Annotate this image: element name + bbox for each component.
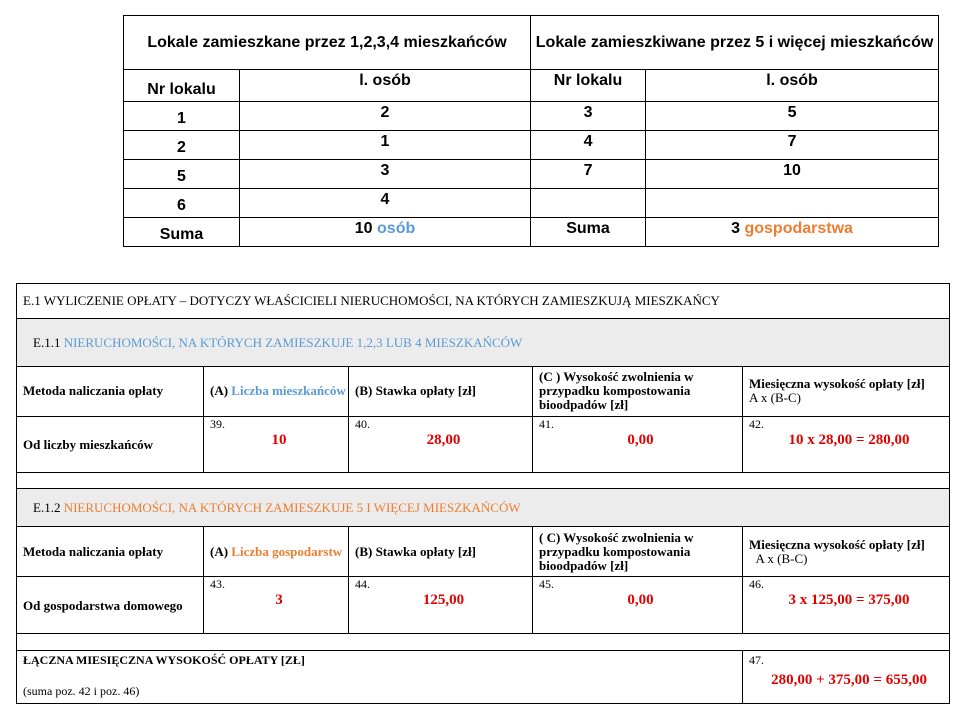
cell-nr-right [531,189,646,218]
field-44[interactable] [349,577,533,634]
header-small-households: Lokale zamieszkane przez 1,2,3,4 mieszkańców [124,16,531,70]
header-a-label: Liczba gospodarstw [231,543,343,559]
cell-osob-left: 4 [240,189,531,218]
cell-nr-right: 4 [531,131,646,160]
spacer [17,634,950,651]
field-value: 10 [271,431,287,448]
header-monthly [743,526,950,577]
field-number: 39. [210,416,225,431]
field-41[interactable] [533,416,743,473]
field-number: 42. [749,416,764,431]
cell-osob-right: 7 [646,131,939,160]
header-c: (C ) Wysokość zwolnienia w przypadku kompostowania bioodpadów [zł] [533,366,743,416]
table-row [124,160,939,189]
field-number: 41. [539,416,554,431]
header-a [204,366,349,416]
field-47[interactable] [743,651,950,704]
header-b: (B) Stawka opłaty [zł] [349,526,533,577]
total-value: 280,00 + 375,00 = 655,00 [771,672,927,689]
header-large-households: Lokale zamieszkiwane przez 5 i więcej mieszkańców [531,16,939,70]
cell-osob-left: 3 [240,160,531,189]
cell-osob-right [646,189,939,218]
field-number: 43. [210,577,225,592]
table-row [124,189,939,218]
section-e11-text: NIERUCHOMOŚCI, NA KTÓRYCH ZAMIESZKUJE 1,2,3 LUB 4 MIESZKAŃCÓW [63,334,523,350]
total-label: ŁĄCZNA MIESIĘCZNA WYSOKOŚĆ OPŁATY [ZŁ] [23,653,305,668]
header-monthly-label: Miesięczna wysokość opłaty [zł] [749,376,925,392]
field-40[interactable] [349,416,533,473]
header-monthly-formula: A x (B-C) [749,390,801,406]
field-46[interactable] [743,577,950,634]
field-43[interactable] [204,577,349,634]
header-c: ( C) Wysokość zwolnienia w przypadku kompostowania bioodpadów [zł] [533,526,743,577]
table-row [17,577,950,634]
section-e12-prefix: E.1.2 [33,499,61,515]
field-number: 45. [539,577,554,592]
cell-nr-right: 3 [531,102,646,131]
fee-calculation-form [16,283,950,704]
sum-right [646,218,939,247]
field-value: 10 x 28,00 = 280,00 [788,431,910,448]
col-osob-left: l. osób [240,70,531,102]
field-value: 0,00 [627,592,654,609]
header-a [204,526,349,577]
cell-osob-left: 2 [240,102,531,131]
field-value: 3 [275,592,283,609]
header-method: Metoda naliczania opłaty [17,526,204,577]
field-42[interactable] [743,416,950,473]
sum-left-unit: osób [377,220,416,237]
header-monthly [743,366,950,416]
sum-right-unit: gospodarstwa [744,220,853,237]
section-e12-text: NIERUCHOMOŚCI, NA KTÓRYCH ZAMIESZKUJE 5 I WIĘCEJ MIESZKAŃCÓW [63,499,521,515]
section-e11-title [17,319,950,367]
cell-nr-left: 6 [124,189,240,218]
cell-osob-right: 5 [646,102,939,131]
field-39[interactable] [204,416,349,473]
field-value: 28,00 [426,431,461,448]
table-row [124,102,939,131]
field-45[interactable] [533,577,743,634]
col-nr-lokalu-left: Nr lokalu [124,70,240,102]
header-method: Metoda naliczania opłaty [17,366,204,416]
sum-left [240,218,531,247]
sum-label-right: Suma [531,218,646,247]
field-number: 47. [749,653,764,668]
header-a-prefix: (A) [210,543,229,559]
col-osob-right: l. osób [646,70,939,102]
cell-nr-left: 1 [124,102,240,131]
section-e11-prefix: E.1.1 [33,334,61,350]
header-b: (B) Stawka opłaty [zł] [349,366,533,416]
row-label-households: Od gospodarstwa domowego [17,577,204,634]
sum-label-left: Suma [124,218,240,247]
table-row [17,416,950,473]
field-number: 46. [749,577,764,592]
field-number: 40. [355,416,370,431]
header-a-label: Liczba mieszkańców [231,383,346,399]
header-a-prefix: (A) [210,383,229,399]
spacer [17,473,950,489]
header-monthly-label: Miesięczna wysokość opłaty [zł] [749,536,925,552]
section-e12-title [17,489,950,526]
cell-osob-left: 1 [240,131,531,160]
col-nr-lokalu-right: Nr lokalu [531,70,646,102]
field-value: 3 x 125,00 = 375,00 [788,592,910,609]
field-value: 0,00 [627,431,654,448]
header-monthly-formula: A x (B-C) [755,550,808,566]
sum-right-value: 3 [731,220,741,237]
section-e1-title: E.1 WYLICZENIE OPŁATY – DOTYCZY WŁAŚCICIELI NIERUCHOMOŚCI, NA KTÓRYCH ZAMIESZKUJĄ MIESZKAŃCY [17,284,950,319]
cell-osob-right: 10 [646,160,939,189]
total-label-cell [17,651,743,704]
residents-summary-table [123,15,939,247]
sum-row [124,218,939,247]
cell-nr-left: 2 [124,131,240,160]
field-value: 125,00 [422,592,465,609]
row-label-residents: Od liczby mieszkańców [17,416,204,473]
total-note: (suma poz. 42 i poz. 46) [23,684,140,699]
cell-nr-left: 5 [124,160,240,189]
field-number: 44. [355,577,370,592]
cell-nr-right: 7 [531,160,646,189]
table-row [124,131,939,160]
sum-left-value: 10 [354,220,373,237]
